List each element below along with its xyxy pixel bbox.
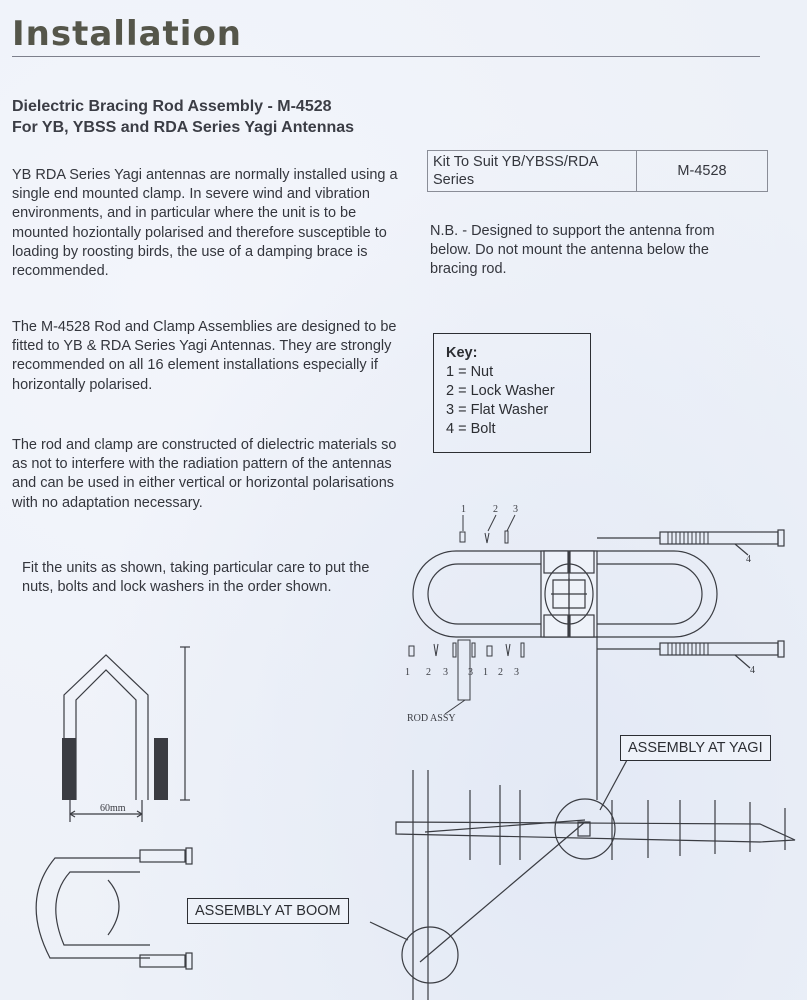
bolt-number-upper: 4 (746, 554, 751, 565)
title-divider (12, 56, 760, 57)
part-number-bottom-7: 3 (514, 667, 519, 678)
key-title: Key: (446, 345, 478, 361)
kit-table-row (428, 151, 768, 192)
key-item-bolt: 4 = Bolt (446, 421, 496, 437)
materials-paragraph: The rod and clamp are constructed of dielectric materials so as not to interfere with the radiation pattern of the antennas and can be used in either vertical or horizontal polarisations with no adaptation necessary. (12, 437, 397, 511)
part-number-top-1: 1 (461, 504, 466, 515)
part-number-bottom-5: 1 (483, 667, 488, 678)
key-item-nut: 1 = Nut (446, 364, 494, 380)
part-number-top-2: 2 (493, 504, 498, 515)
kit-table (427, 150, 768, 192)
key-item-lock-washer: 2 = Lock Washer (446, 383, 555, 399)
page-title: Installation (12, 14, 243, 54)
part-number-top-3: 3 (513, 504, 518, 515)
dimension-label: 60mm (100, 803, 126, 814)
kit-label-cell: Kit To Suit YB/YBSS/RDA Series (428, 151, 637, 192)
fitting-instructions-paragraph: Fit the units as shown, taking particular care to put the nuts, bolts and lock washers in the order shown. (22, 560, 370, 596)
part-number-bottom-6: 2 (498, 667, 503, 678)
key-item-flat-washer: 3 = Flat Washer (446, 402, 549, 418)
key-box (433, 333, 591, 453)
support-note: N.B. - Designed to support the antenna from below. Do not mount the antenna below the bracing rod. (430, 223, 715, 278)
part-number-bottom-3: 3 (443, 667, 448, 678)
bolt-number-lower: 4 (750, 665, 755, 676)
intro-paragraph: YB RDA Series Yagi antennas are normally installed using a single end mounted clamp. In severe wind and vibration environments, and in particular where the unit is to be mounted hoziontally polarised and therefore susceptible to loading by roosting birds, the use of a damping brace is recommended. (12, 167, 398, 280)
part-number-bottom-2: 2 (426, 667, 431, 678)
kit-code-cell: M-4528 (637, 151, 768, 192)
part-number-bottom-1: 1 (405, 667, 410, 678)
part-number-bottom-4: 3 (468, 667, 473, 678)
section-heading (12, 96, 354, 138)
section-heading-line-2: For YB, YBSS and RDA Series Yagi Antennas (12, 119, 355, 136)
section-heading-line-1: Dielectric Bracing Rod Assembly - M-4528 (12, 98, 332, 115)
rod-assy-label: ROD ASSY (407, 713, 456, 724)
assembly-at-yagi-label: ASSEMBLY AT YAGI (620, 735, 771, 761)
assembly-at-boom-label: ASSEMBLY AT BOOM (187, 898, 349, 924)
recommendation-paragraph: The M-4528 Rod and Clamp Assemblies are designed to be fitted to YB & RDA Series Yagi Antennas. They are strongly recommended on all 16 element installations especially if horizontally polarised. (12, 319, 397, 393)
